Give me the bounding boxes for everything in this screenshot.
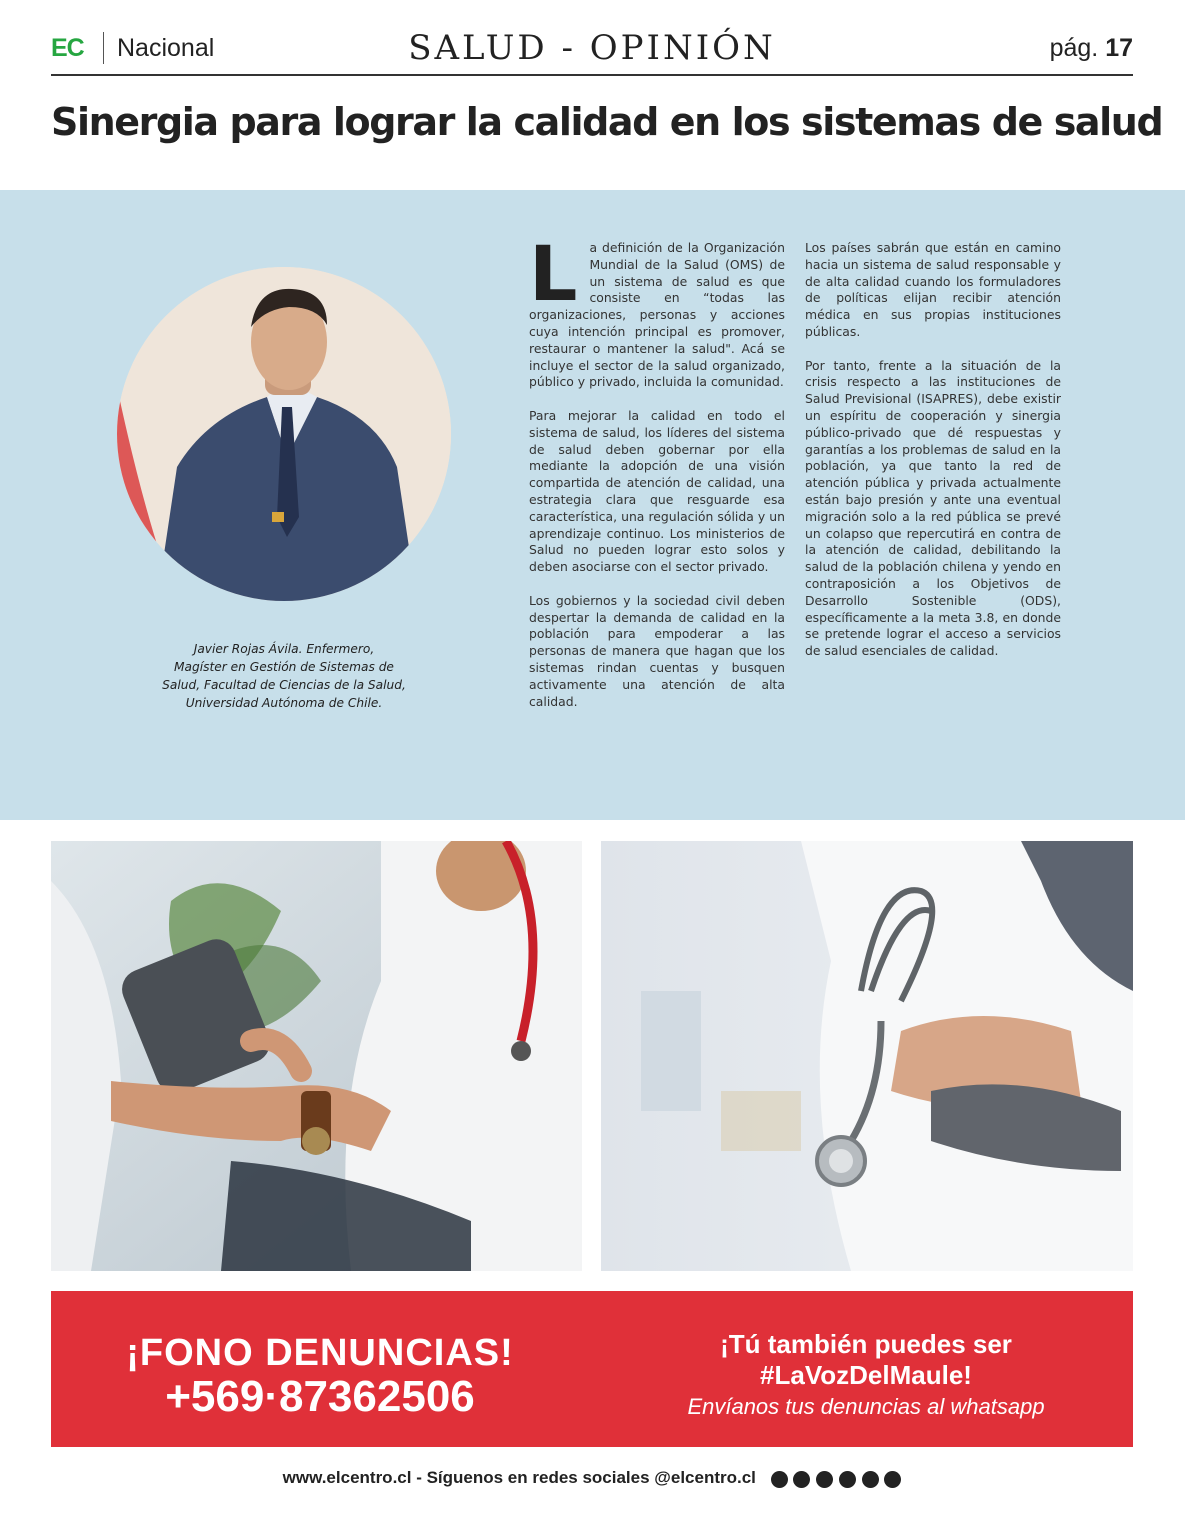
page-number-value: 17 (1105, 34, 1133, 62)
article-paragraph: Para mejorar la calidad en todo el sistema de salud, los líderes del sistema de salud deben gobernar por ella mediante la adopción de una visión compartida de atención de calidad, una estrategia clara que resguarde esa característica, una regulación sólida y un aprendizaje continuo. Los ministerios de Salud no pueden lograr esto solos y deben asociarse con el sector privado. (529, 407, 785, 575)
article-paragraph: Por tanto, frente a la situación de la crisis respecto a las instituciones de Salud Previsional (ISAPRES), debe existir un espíritu de cooperación y sinergia público-privado que dé respuestas y garantías a los problemas de salud en la población, ya que tanto la red de atención pública y privada actualmente están bajo presión y ante una eventual migración solo a la red pública se prevé un colapso que repercutirá en contra de la atención de calidad, debilitando la salud de la población chilena y yendo en contraposición a los Objetivos de Desarrollo Sostenible (ODS), específicamente a la meta 3.8, en donde se pretende lograr el acceso a servicios de salud esenciales de calidad. (805, 357, 1061, 659)
page-header (51, 28, 1133, 76)
hotline-block (105, 1333, 535, 1421)
paragraph-text: a definición de la Organización Mundial de la Salud (OMS) de un sistema de salud es que consiste en “todas las organizaciones, personas y acciones cuya intención principal es promover, restaurar o mantener la salud". Acá se incluye el sector de la salud organizado, público y privado, incluida la comunidad. (529, 240, 785, 390)
caption-line: Universidad Autónoma de Chile. (185, 696, 383, 710)
article-paragraph: Los países sabrán que están en camino hacia un sistema de salud responsable y de alta calidad cuando los formuladores de políticas elijan recibir atención médica en sus propias instituciones públicas. (805, 240, 1061, 339)
tiktok-icon[interactable] (884, 1471, 901, 1488)
caption-line: Salud, Facultad de Ciencias de la Salud, (162, 678, 406, 692)
stethoscope-photo (601, 841, 1133, 1271)
drop-cap: L (529, 229, 578, 318)
section-title: SALUD - OPINIÓN (408, 28, 776, 68)
social-icons (771, 1469, 903, 1489)
voz-line-1: ¡Tú también puedes ser (720, 1329, 1012, 1359)
twitter-icon[interactable] (839, 1471, 856, 1488)
caption-line: Javier Rojas Ávila. Enfermero, (193, 642, 375, 656)
page-footer (0, 1468, 1185, 1489)
caption-line: Magíster en Gestión de Sistemas de (174, 660, 394, 674)
voz-hashtag: #LaVozDelMaule! (760, 1360, 972, 1390)
spotify-icon[interactable] (862, 1471, 879, 1488)
youtube-icon[interactable] (816, 1471, 833, 1488)
instagram-icon[interactable] (793, 1471, 810, 1488)
brand-logo: EC (51, 34, 84, 62)
author-portrait (117, 267, 451, 601)
article-column-2 (805, 240, 1061, 677)
author-caption (150, 640, 418, 712)
voz-subtitle: Envíanos tus denuncias al whatsapp (687, 1394, 1045, 1419)
article-paragraph: Los gobiernos y la sociedad civil deben despertar la demanda de calidad en la población para empoderar a las personas de manera que hagan que los sistemas rindan cuentas y busquen activamente una atención de alta calidad. (529, 592, 785, 709)
la-voz-block (651, 1329, 1081, 1423)
headline: Sinergia para lograr la calidad en los sistemas de salud (51, 100, 1163, 144)
blood-pressure-photo (51, 841, 582, 1271)
hotline-title: ¡FONO DENUNCIAS! (126, 1332, 514, 1374)
article-paragraph (529, 229, 785, 391)
section-name: Nacional (117, 34, 215, 62)
fono-denuncias-banner (51, 1291, 1133, 1447)
facebook-icon[interactable] (771, 1471, 788, 1488)
page-number (1050, 34, 1133, 63)
hotline-phone[interactable]: +569·87362506 (165, 1372, 475, 1421)
article-column-1 (529, 229, 785, 727)
footer-text[interactable]: www.elcentro.cl - Síguenos en redes sociales @elcentro.cl (282, 1468, 756, 1487)
page-label: pág. (1049, 34, 1099, 62)
